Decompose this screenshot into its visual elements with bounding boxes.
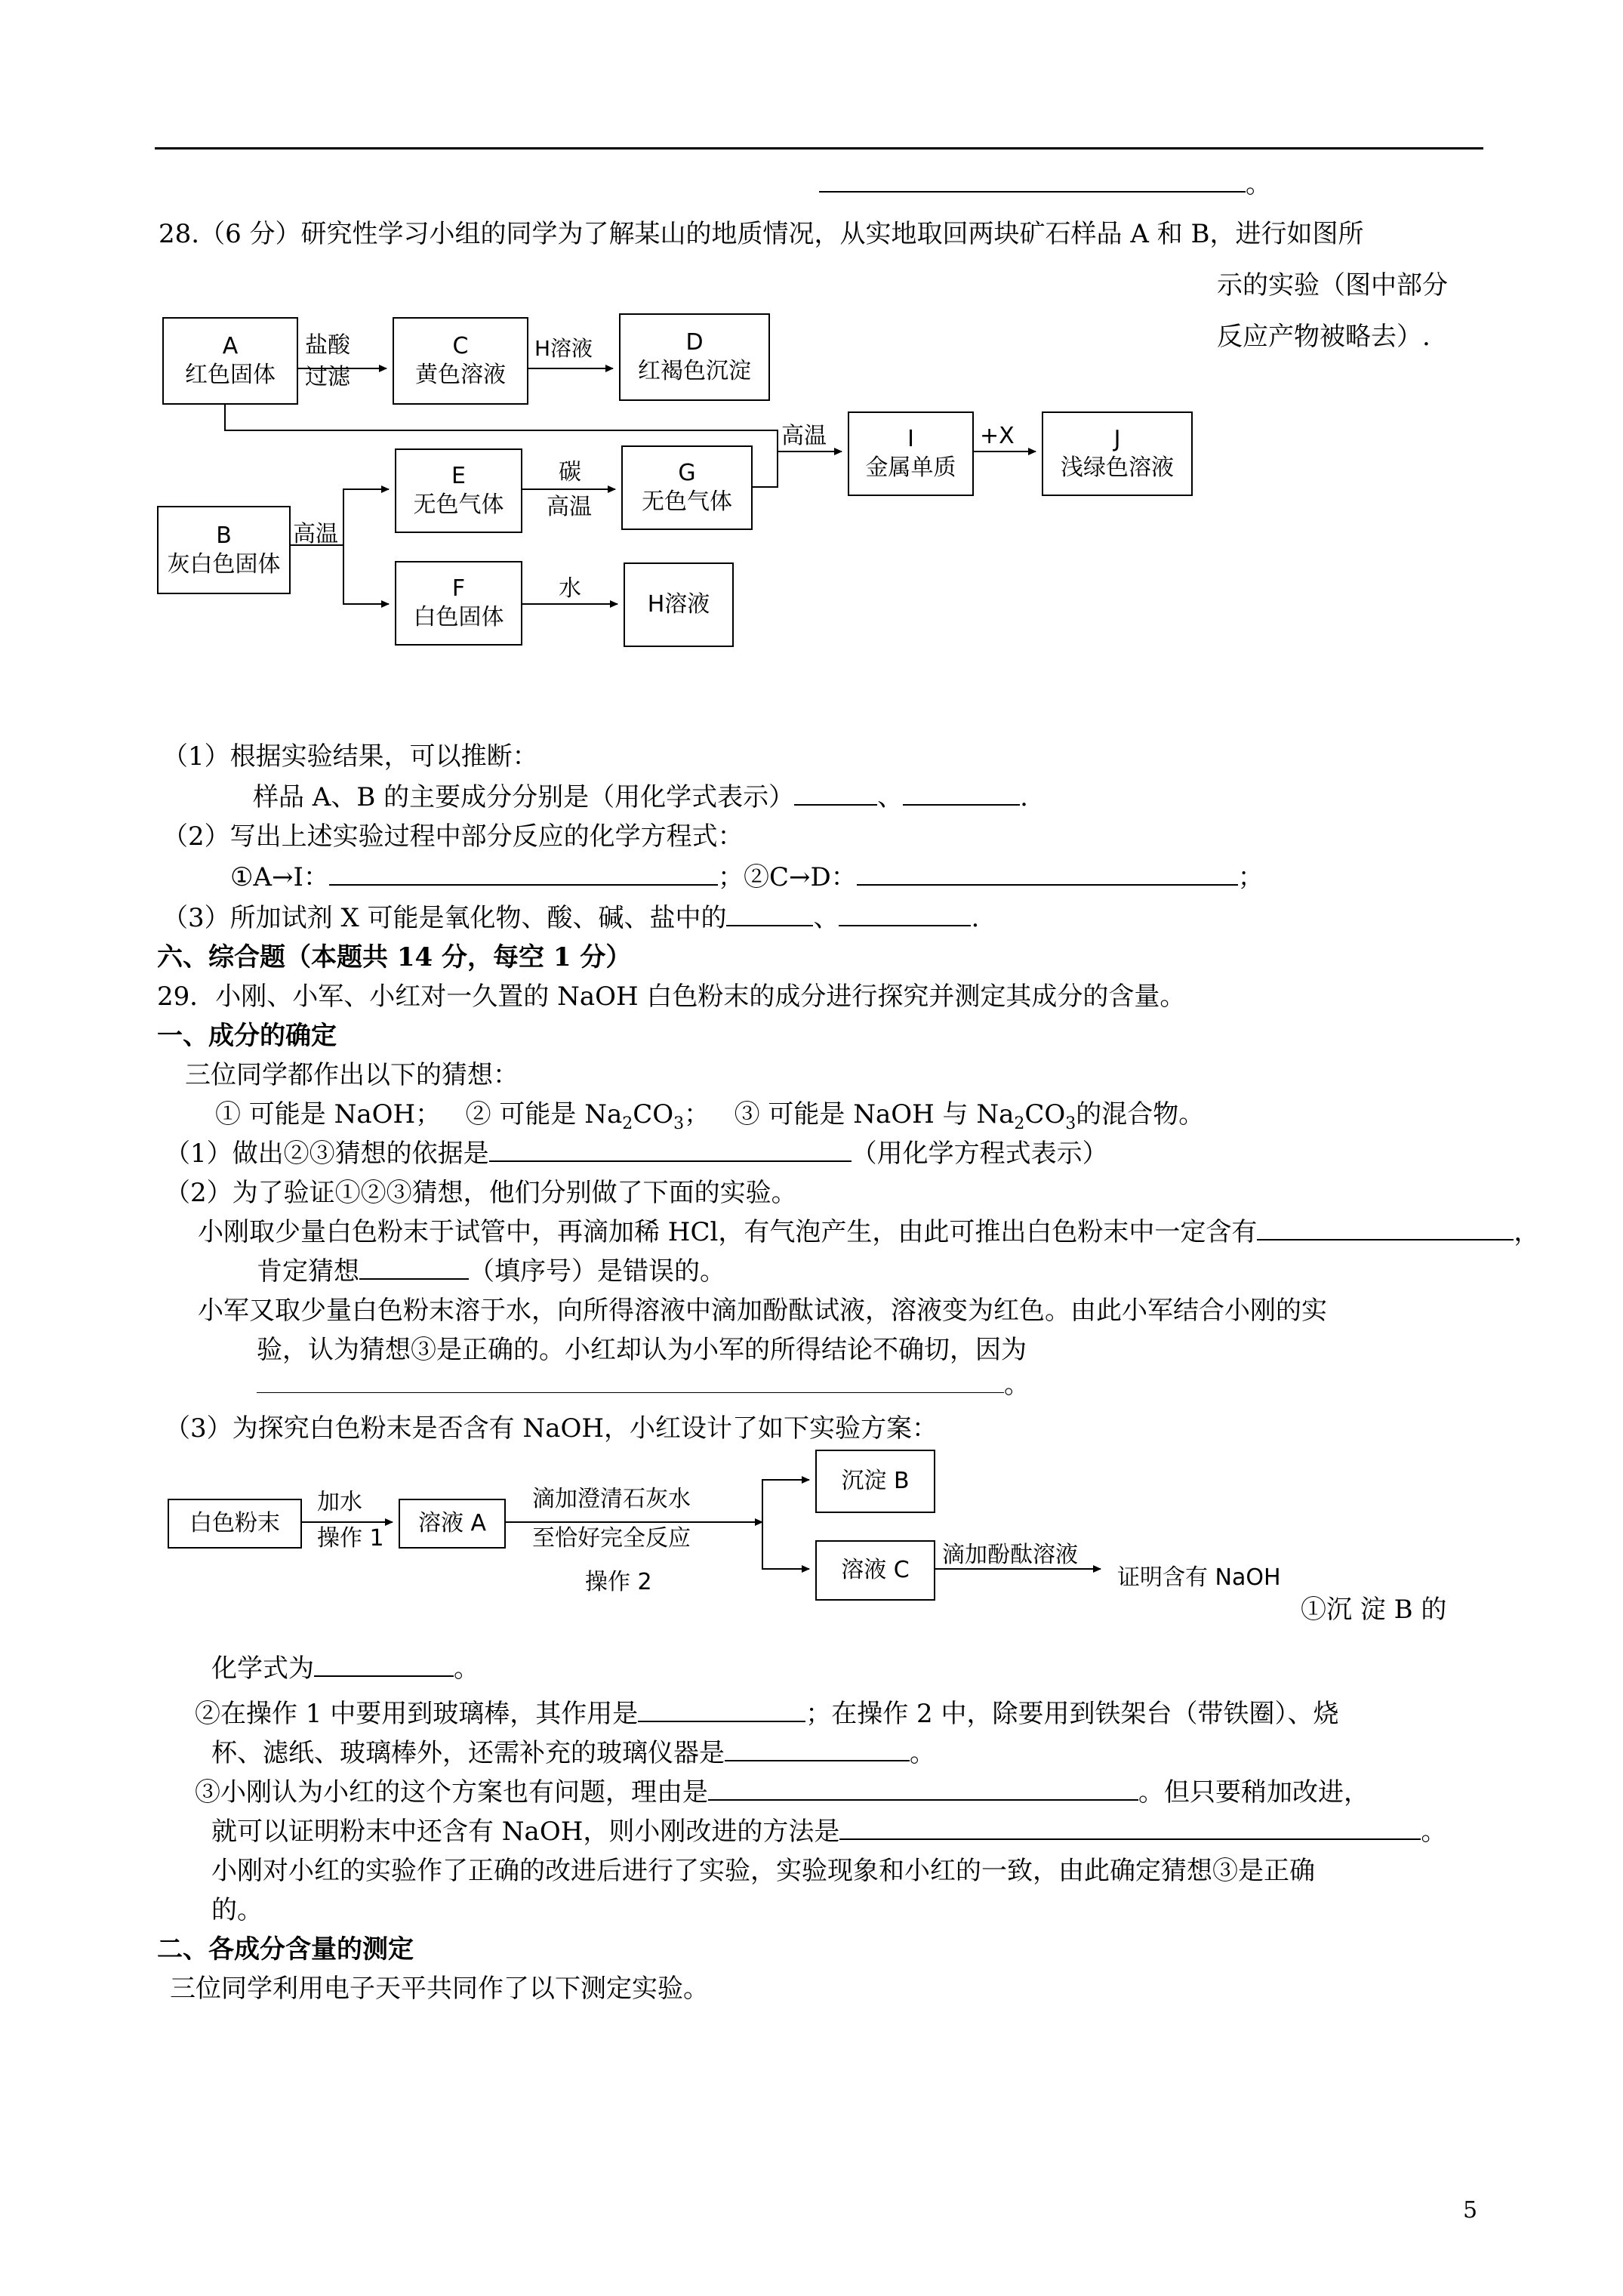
q29-s2: （2）为了验证①②③猜想，他们分别做了下面的实验。 <box>165 1178 797 1208</box>
q28-p1-label: （1）根据实验结果，可以推断： <box>162 741 538 772</box>
node-A-name: 红色固体 <box>185 362 276 388</box>
node-E-name: 无色气体 <box>413 492 504 518</box>
d2-white-powder: 白色粉末 <box>168 1499 302 1549</box>
d2-precipitate-B: 沉淀 B <box>815 1450 935 1513</box>
q28-p2-a: ①A→I： <box>230 862 329 892</box>
q29-heading-2: 二、各成分含量的测定 <box>157 1934 414 1965</box>
q28-intro-line2: 示的实验（图中部分 <box>1217 270 1448 300</box>
node-C-letter: C <box>452 333 469 359</box>
node-A-letter: A <box>222 333 239 359</box>
q29-xg-line2: 肯定猜想 （填序号）是错误的。 <box>257 1256 725 1287</box>
q29-q3-line2: 就可以证明粉末中还含有 NaOH，则小刚改进的方法是 。 <box>211 1817 1447 1847</box>
arrow-FH-label: 水 <box>559 575 581 602</box>
arrow-GI-label: 高温 <box>781 423 827 449</box>
answer-blank-q3b[interactable] <box>839 1816 1421 1840</box>
node-D-letter: D <box>685 329 704 356</box>
arrow-EG-top-label: 碳 <box>559 459 581 485</box>
q28-p1-text: 样品 A、B 的主要成分分别是（用化学式表示） <box>253 782 795 812</box>
q28-p3-text: （3）所加试剂 X 可能是氧化物、酸、碱、盐中的 <box>162 903 727 933</box>
answer-blank-q3a[interactable] <box>708 1777 1138 1801</box>
q29-xg-line1: 小刚取少量白色粉末于试管中，再滴加稀 HCl，有气泡产生，由此可推出白色粉末中一定含有 ， <box>198 1217 1540 1247</box>
q28-intro-line3: 反应产物被略去）. <box>1217 322 1431 352</box>
q29-q1-line2: 化学式为 。 <box>211 1653 479 1684</box>
q28-p2-label: （2）写出上述实验过程中部分反应的化学方程式： <box>162 821 744 852</box>
q29-q4-line1: 小刚对小红的实验作了正确的改进后进行了实验，实验现象和小红的一致，由此确定猜想③是正确 <box>211 1856 1315 1886</box>
guess-3: ③ 可能是 NaOH 与 $Na_2CO_3$的混合物。 <box>734 1099 1205 1133</box>
q29-intro: 29．小刚、小军、小红对一久置的 NaOH 白色粉末的成分进行探究并测定其成分的含量。 <box>157 982 1186 1012</box>
prev-answer-line: 。 <box>819 168 1271 201</box>
guess-2: ② 可能是 $Na_2CO_3$； <box>465 1099 710 1133</box>
node-F-letter: F <box>451 575 466 602</box>
q28-p3-sep: 、 <box>813 903 839 933</box>
q29-q1-line1: ①沉 淀 B 的 <box>1301 1595 1447 1625</box>
answer-blank-q2b[interactable] <box>725 1737 910 1761</box>
node-E-letter: E <box>451 463 466 489</box>
node-C-name: 黄色溶液 <box>415 362 506 388</box>
q28-p2-end: ； <box>1237 862 1264 892</box>
d2-step2-bottom: 操作 2 <box>585 1569 652 1595</box>
arrow-B-label: 高温 <box>293 521 338 547</box>
d2-step2-mid: 至恰好完全反应 <box>532 1525 691 1552</box>
arrow-AC-top-label: 盐酸 <box>305 332 350 359</box>
q29-xj-line1: 小军又取少量白色粉末溶于水，向所得溶液中滴加酚酞试液，溶液变为红色。由此小军结合小刚的实 <box>198 1296 1327 1326</box>
q29-xj-line3: 。 <box>257 1368 1030 1401</box>
guess-1: ① 可能是 NaOH； <box>215 1099 442 1130</box>
q28-p1-end: . <box>1020 782 1028 812</box>
q29-q2-line2: 杯、滤纸、玻璃棒外，还需补充的玻璃仪器是 。 <box>211 1738 935 1768</box>
q28-intro-line1: 28.（6 分）研究性学习小组的同学为了解某山的地质情况，从实地取回两块矿石样品 A 和 B，进行如图所 <box>159 219 1364 249</box>
q29-guess-intro: 三位同学都作出以下的猜想： <box>185 1060 519 1090</box>
node-J-letter: J <box>1113 426 1121 452</box>
page-number: 5 <box>1463 2197 1478 2224</box>
d2-result: 证明含有 NaOH <box>1117 1564 1281 1591</box>
d2-solution-C: 溶液 C <box>815 1540 935 1601</box>
node-H-name: H溶液 <box>647 591 710 618</box>
q29-s3: （3）为探究白色粉末是否含有 NaOH，小红设计了如下实验方案： <box>165 1413 938 1444</box>
node-F-name: 白色固体 <box>413 604 504 630</box>
arrow-IJ-label: +X <box>980 423 1015 449</box>
node-D-name: 红褐色沉淀 <box>638 358 751 384</box>
q29-q3-line1: ③小刚认为小红的这个方案也有问题，理由是 。但只要稍加改进， <box>195 1777 1369 1808</box>
section-6-heading: 六、综合题（本题共 14 分，每空 1 分） <box>157 942 632 972</box>
node-G-letter: G <box>678 460 696 486</box>
node-G-name: 无色气体 <box>642 488 732 515</box>
node-B-letter: B <box>216 522 232 549</box>
node-I-name: 金属单质 <box>865 455 956 481</box>
arrow-EG-bottom-label: 高温 <box>547 494 592 520</box>
q29-q4-line2: 的。 <box>211 1895 263 1925</box>
answer-blank-q1[interactable] <box>314 1653 454 1677</box>
arrow-AC-bottom-label: 过滤 <box>305 364 350 390</box>
d2-step1-bottom: 操作 1 <box>317 1525 384 1552</box>
q28-p3-end: . <box>971 903 980 933</box>
q29-s1: （1）做出②③猜想的依据是 （用化学方程式表示） <box>165 1139 1108 1169</box>
answer-blank-q2a[interactable] <box>638 1698 805 1722</box>
node-J-name: 浅绿色溶液 <box>1061 455 1174 481</box>
arrow-CD-label: H溶液 <box>534 336 593 361</box>
node-B-name: 灰白色固体 <box>167 550 281 578</box>
d2-step3: 滴加酚酞溶液 <box>942 1542 1078 1568</box>
q28-p2-sep: ；②C→D： <box>717 862 857 892</box>
q28-p1-sep: 、 <box>877 782 904 812</box>
q29-xj-line2: 验，认为猜想③是正确的。小红却认为小军的所得结论不确切，因为 <box>257 1335 1027 1365</box>
q29-last-line: 三位同学利用电子天平共同作了以下测定实验。 <box>170 1974 709 2004</box>
d2-step1-top: 加水 <box>317 1489 362 1515</box>
d2-step2-top: 滴加澄清石灰水 <box>532 1486 691 1512</box>
q29-q2-line1: ②在操作 1 中要用到玻璃棒，其作用是 ；在操作 2 中，除要用到铁架台（带铁圈）、烧 <box>195 1699 1339 1729</box>
node-I-letter: I <box>907 426 914 452</box>
q29-heading-1: 一、成分的确定 <box>157 1021 337 1051</box>
d2-solution-A: 溶液 A <box>399 1499 506 1549</box>
